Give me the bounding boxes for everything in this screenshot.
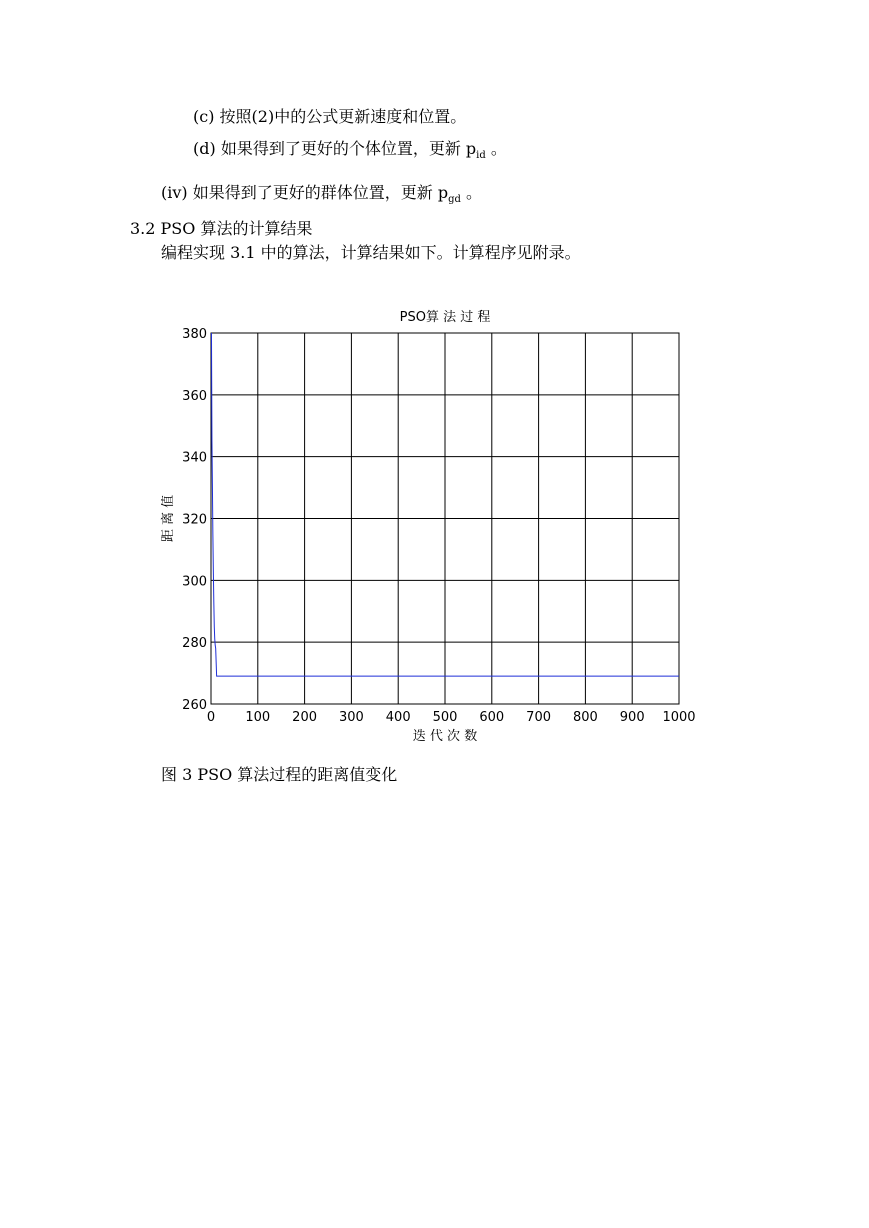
figure-caption: 图 3 PSO 算法过程的距离值变化 — [161, 765, 398, 784]
step-d-prefix: (d) 如果得到了更好的个体位置，更新 p — [193, 139, 477, 158]
y-tick-label: 300 — [182, 574, 207, 590]
x-tick-label: 100 — [245, 710, 271, 725]
y-tick-label: 380 — [182, 327, 207, 342]
y-tick-label: 320 — [182, 512, 207, 528]
y-tick-label: 280 — [182, 636, 207, 652]
chart-title: PSO算 法 过 程 — [399, 310, 491, 325]
step-iv-suffix: 。 — [460, 183, 482, 202]
x-tick-label: 900 — [619, 710, 645, 725]
x-tick-label: 700 — [526, 710, 552, 725]
x-tick-label: 1000 — [662, 710, 696, 725]
y-tick-label: 260 — [182, 698, 207, 713]
x-tick-label: 200 — [292, 710, 318, 725]
step-d-suffix: 。 — [485, 139, 507, 158]
x-tick-label: 400 — [385, 710, 411, 725]
section-heading: 3.2 PSO 算法的计算结果 — [130, 219, 313, 238]
x-tick-label: 500 — [432, 710, 458, 725]
x-tick-label: 0 — [206, 710, 216, 725]
x-axis-label: 迭 代 次 数 — [412, 729, 478, 744]
step-c-text: (c) 按照(2)中的公式更新速度和位置。 — [193, 107, 467, 126]
y-axis-label: 距 离 值 — [161, 494, 176, 543]
x-tick-label: 300 — [338, 710, 364, 725]
y-tick-label: 340 — [182, 450, 207, 466]
x-tick-label: 600 — [479, 710, 505, 725]
step-iv-prefix: (iv) 如果得到了更好的群体位置，更新 p — [161, 183, 449, 202]
y-tick-label: 360 — [182, 388, 207, 404]
x-tick-label: 800 — [572, 710, 598, 725]
step-iv-subscript: gd — [448, 194, 461, 205]
step-d-subscript: id — [476, 150, 486, 161]
section-body-text: 编程实现 3.1 中的算法，计算结果如下。计算程序见附录。 — [161, 243, 581, 262]
